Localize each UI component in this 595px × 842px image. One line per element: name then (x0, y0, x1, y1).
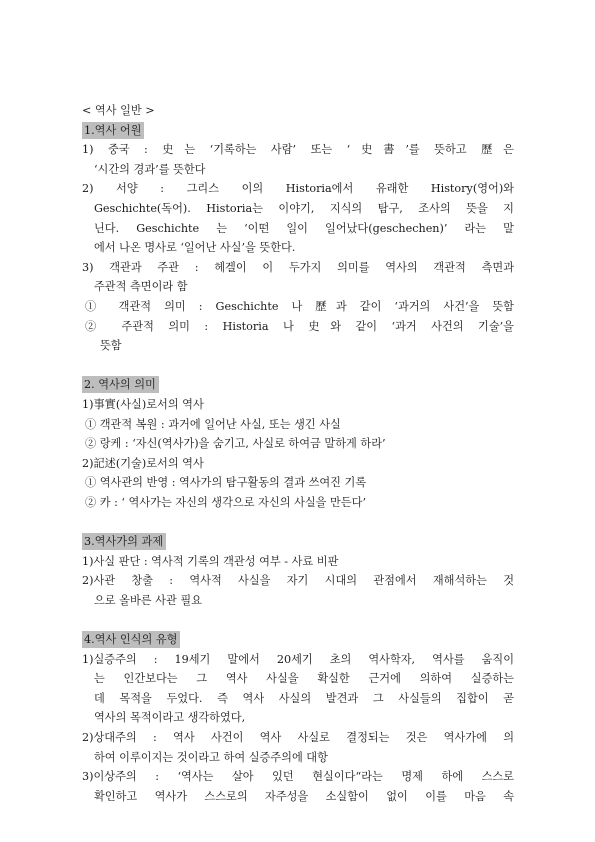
text-line: 는 인간보다는 그 역사 사실을 확실한 근거에 의하여 실증하는 (94, 672, 514, 686)
text-line: 3) 객관과 주관 : 헤겔이 이 두가지 의미를 역사의 객관적 측면과 (82, 260, 514, 274)
section-heading-row (82, 375, 514, 395)
text-line: ① 객관적 의미 : Geschichte 나 歷과 같이 ‘과거의 사건’을 뜻함 (85, 299, 514, 313)
text-line: ① 객관적 복원 : 과거에 일어난 사실, 또는 생긴 사실 (85, 417, 341, 431)
text-line: 2) 서양 : 그리스 이의 Historia에서 유래한 History(영어)와 (82, 182, 514, 196)
text-line: 확인하고 역사가 스스로의 자주성을 소실함이 없이 이를 마음 속 (94, 789, 514, 803)
section-spacer (82, 610, 514, 630)
text-line: 2)사관 창출 : 역사적 사실을 자기 시대의 관점에서 재해석하는 것 (82, 574, 514, 588)
section-heading: 1.역사 어원 (82, 122, 144, 139)
document-title: < 역사 일반 > (82, 104, 155, 117)
section-heading: 2. 역사의 의미 (82, 376, 159, 393)
document-body (82, 121, 514, 807)
text-line: ② 카 : ‘ 역사가는 자신의 생각으로 자신의 사실을 만든다’ (85, 495, 367, 509)
text-line: 1)실증주의 : 19세기 말에서 20세기 초의 역사학자, 역사를 움직이 (82, 652, 514, 666)
text-line: ② 랑케 : ‘자신(역사가)을 숨기고, 사실로 하여금 말하게 하라’ (85, 437, 386, 451)
text-line: 데 목적을 두었다. 즉 역사 사실의 발견과 그 사실들의 집합이 곧 (94, 691, 514, 705)
text-line: 뜻함 (100, 339, 122, 353)
text-line: 1) 중국 : 史는 ‘기록하는 사람’ 또는 ‘史書’를 뜻하고 歷은 (82, 143, 514, 157)
section-heading-row (82, 630, 514, 650)
text-line: 2)記述(기술)로서의 역사 (82, 456, 204, 470)
text-line: ② 주관적 의미 : Historia 나 史와 같이 ‘과거 사건의 기술’을 (85, 319, 514, 333)
section-heading: 4.역사 인식의 유형 (82, 631, 180, 648)
text-line: 하여 이루이지는 것이라고 하여 실증주의에 대항 (94, 750, 328, 764)
text-line: 주관적 측면이라 함 (94, 280, 188, 294)
section-heading-row (82, 532, 514, 552)
section-heading-row (82, 121, 514, 141)
section-spacer (82, 512, 514, 532)
document-page (82, 101, 514, 806)
section-heading: 3.역사가의 과제 (82, 533, 166, 550)
text-line: 역사의 목적이라고 생각하였다, (94, 711, 246, 725)
section-spacer (82, 356, 514, 376)
text-line: ‘시간의 경과’를 뜻한다 (94, 162, 206, 176)
text-line: 1)事實(사실)로서의 역사 (82, 397, 204, 411)
text-line: 에서 나온 명사로 ‘일어난 사실’을 뜻한다. (94, 241, 296, 255)
text-line: 으로 올바른 사관 필요 (94, 593, 202, 607)
text-line: 닌다. Geschichte 는 ‘이떤 일이 일어났다(geschechen)’ 라는 말 (94, 221, 514, 235)
text-line: 3)이상주의 : ‘역사는 살아 있던 현실이다“라는 명제 하에 스스로 (82, 770, 514, 784)
text-line: 2)상대주의 : 역사 사건이 역사 사실로 결정되는 것은 역사가에 의 (82, 731, 514, 744)
text-line: 1)사실 판단 : 역사적 기록의 객관성 여부 - 사료 비판 (82, 554, 339, 568)
text-line: Geschichte(독어). Historia는 이야기, 지식의 탐구, 조사의 뜻을 지 (94, 201, 514, 215)
text-line: ① 역사관의 반영 : 역사가의 탐구활동의 결과 쓰여진 기록 (85, 476, 367, 490)
